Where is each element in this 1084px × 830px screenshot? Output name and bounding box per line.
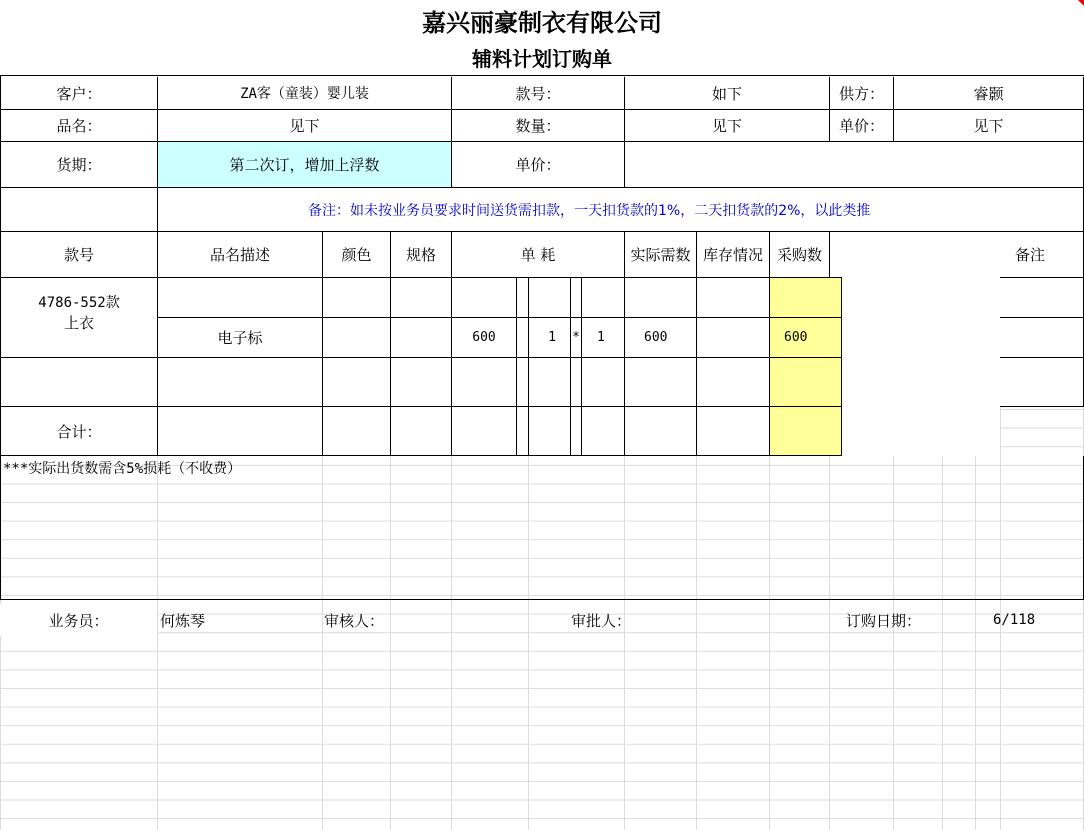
customer-value[interactable]: ZA客（童装）婴儿装 [158, 77, 452, 110]
approver-label: 审批人： [571, 611, 632, 630]
delivery-label: 货期： [1, 142, 158, 188]
unit-price2-label: 单价： [452, 142, 625, 188]
row1-f1[interactable] [529, 278, 571, 318]
unit-price-value[interactable]: 见下 [894, 110, 1084, 142]
total-desc[interactable] [158, 407, 323, 456]
row1-op [571, 278, 582, 318]
delivery-value[interactable]: 第二次订，增加上浮数 [158, 142, 452, 188]
total-color[interactable] [323, 407, 391, 456]
style-no-value[interactable]: 如下 [625, 77, 830, 110]
reviewer-label: 审核人： [324, 611, 385, 630]
row3-op [571, 358, 582, 407]
order-date-value[interactable]: 6/118 [993, 612, 1036, 628]
row2-actual[interactable]: 600 [625, 318, 697, 358]
col-spec: 规格 [391, 232, 452, 278]
row1-sep1 [517, 278, 529, 318]
row2-spec[interactable] [391, 318, 452, 358]
row1-desc[interactable] [158, 278, 323, 318]
row3-f2[interactable] [582, 358, 625, 407]
row1-color[interactable] [323, 278, 391, 318]
col-description: 品名描述 [158, 232, 323, 278]
col-remarks: 备注 [830, 232, 1084, 278]
total-purchase[interactable] [770, 407, 842, 456]
product-value[interactable]: 见下 [158, 110, 452, 142]
col-style-no: 款号 [1, 232, 158, 278]
row1-stock[interactable] [697, 278, 770, 318]
style-no-cell[interactable] [1, 278, 158, 358]
row2-f1[interactable]: 1 [529, 318, 571, 358]
row2-color[interactable] [323, 318, 391, 358]
unit-price-label: 单价： [830, 110, 894, 142]
total-cons[interactable] [452, 407, 517, 456]
row3-f1[interactable] [529, 358, 571, 407]
col-actual-need: 实际需数 [625, 232, 697, 278]
row3-remarks[interactable] [1000, 358, 1084, 407]
row1-remarks[interactable] [1000, 278, 1084, 318]
salesman-label: 业务员： [0, 604, 157, 636]
total-stock[interactable] [697, 407, 770, 456]
style-no-label: 款号： [452, 77, 625, 110]
supplier-value[interactable]: 睿颢 [894, 77, 1084, 110]
col-consumption: 单 耗 [452, 232, 625, 278]
row3-spec[interactable] [391, 358, 452, 407]
supplier-label: 供方： [830, 77, 894, 110]
unit-price2-value[interactable] [625, 142, 1084, 188]
row2-stock[interactable] [697, 318, 770, 358]
row3-stock[interactable] [697, 358, 770, 407]
row2-sep1 [517, 318, 529, 358]
row2-cons[interactable]: 600 [452, 318, 517, 358]
col-purchase: 采购数 [770, 232, 830, 278]
row2-purchase[interactable]: 600 [770, 318, 842, 358]
total-actual[interactable] [625, 407, 697, 456]
row1-spec[interactable] [391, 278, 452, 318]
row2-f2[interactable]: 1 [582, 318, 625, 358]
row3-style[interactable] [1, 358, 158, 407]
total-label: 合计： [1, 407, 158, 456]
order-date-label: 订购日期： [846, 611, 922, 630]
row2-op: * [571, 318, 582, 358]
total-spec[interactable] [391, 407, 452, 456]
salesman-value[interactable]: 何炼琴 [160, 611, 206, 630]
company-title: 嘉兴丽豪制衣有限公司 [0, 0, 1084, 40]
customer-label: 客户： [1, 77, 158, 110]
row3-color[interactable] [323, 358, 391, 407]
row3-actual[interactable] [625, 358, 697, 407]
col-color: 颜色 [323, 232, 391, 278]
note-label-cell [1, 188, 158, 232]
total-sep1 [517, 407, 529, 456]
comment-indicator-icon [1078, 0, 1084, 6]
qty-label: 数量： [452, 110, 625, 142]
loss-footnote: ***实际出货数需含5%损耗（不收费） [3, 461, 242, 477]
row1-f2[interactable] [582, 278, 625, 318]
row2-remarks[interactable] [1000, 318, 1084, 358]
remarks-merged-area[interactable] [842, 240, 1000, 456]
row1-cons[interactable] [452, 278, 517, 318]
row3-cons[interactable] [452, 358, 517, 407]
total-op [571, 407, 582, 456]
row3-sep1 [517, 358, 529, 407]
qty-value[interactable]: 见下 [625, 110, 830, 142]
row1-purchase[interactable] [770, 278, 842, 318]
row2-desc[interactable]: 电子标 [158, 318, 323, 358]
style-no-code: 4786-552款 [38, 295, 120, 311]
row3-desc[interactable] [158, 358, 323, 407]
row1-actual[interactable] [625, 278, 697, 318]
total-f1[interactable] [529, 407, 571, 456]
col-stock: 库存情况 [697, 232, 770, 278]
form-title: 辅料计划订购单 [0, 40, 1084, 76]
style-no-garment: 上衣 [63, 314, 94, 332]
row3-purchase[interactable] [770, 358, 842, 407]
penalty-note: 备注：如未按业务员要求时间送货需扣款，一天扣货款的1%，二天扣货款的2%，以此类推 [158, 188, 1084, 232]
product-label: 品名： [1, 110, 158, 142]
total-f2[interactable] [582, 407, 625, 456]
